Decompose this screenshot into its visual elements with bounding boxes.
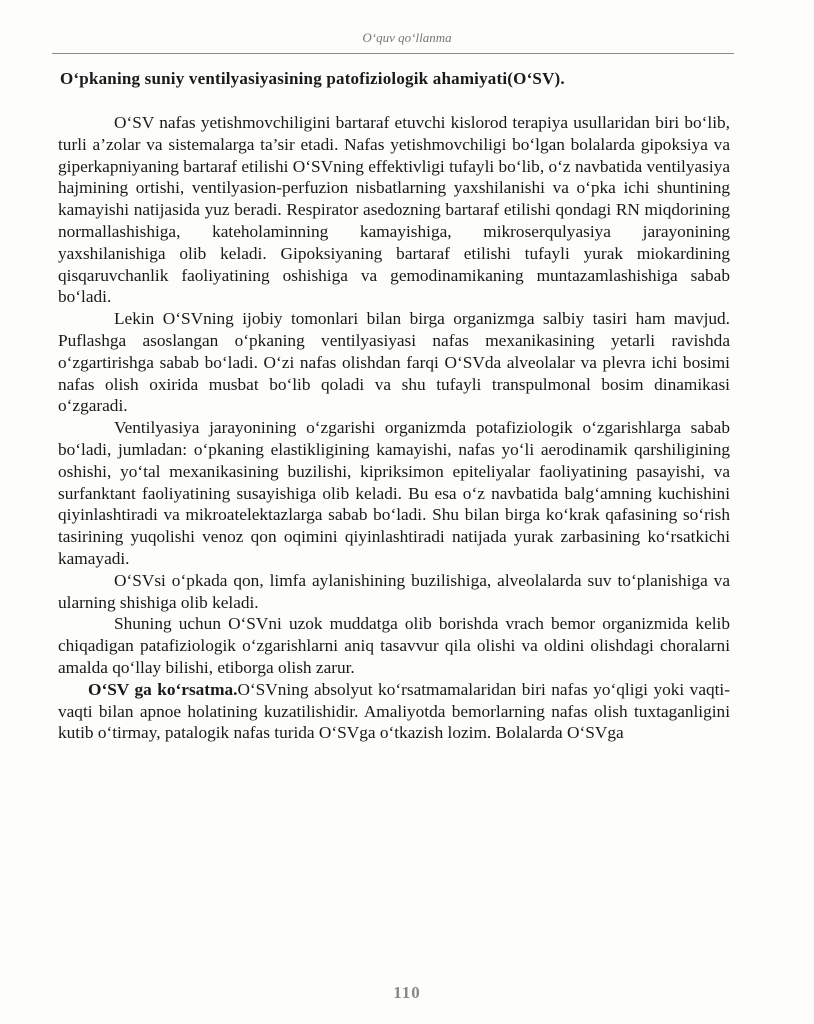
paragraph-4: O‘SVsi o‘pkada qon, limfa aylanishining buzilishiga, alveolalarda suv to‘planishiga va ularning shishiga olib keladi. bbox=[58, 570, 730, 612]
indications-text: O‘SVning absolyut ko‘rsatmamalaridan biri nafas yo‘qligi yoki vaqti-vaqti bilan apnoe holatining kuzatilishidir. Amaliyotda bemorlarning nafas olish tuxtaganligini kutib o‘tirmay, patalogik nafas turida O‘SVga o‘tkazish lozim. Bolalarda O‘SVga bbox=[58, 679, 730, 743]
indications-heading: O‘SV ga ko‘rsatma. bbox=[88, 679, 238, 699]
paragraph-6 bbox=[58, 679, 730, 744]
body-text bbox=[58, 112, 730, 744]
paragraph-2: Lekin O‘SVning ijobiy tomonlari bilan birga organizmga salbiy tasiri ham mavjud. Puflashga asoslangan o‘pkaning ventilyasiyasi nafas mexanikasining yetarli ravishda o‘zgartirishga sabab bo‘ladi. O‘zi nafas olishdan farqi O‘SVda alveolalar va plevra ichi bosimi nafas olish oxirida musbat bo‘lib qoladi va shu tufayli transpulmonal bosim dinamikasi o‘zgaradi. bbox=[58, 309, 730, 416]
paragraph-1: O‘SV nafas yetishmovchiligini bartaraf etuvchi kislorod terapiya usullaridan biri bo‘lib, turli a’zolar va sistemalarga ta’sir etadi. Nafas yetishmovchiligi bo‘lgan bolalarda gipoksiya va giperkapniyaning bartaraf etilishi O‘SVning effektivligi tufayli bo‘lib, o‘z navbatida ventilyasiya hajmining ortishi, ventilyasion-perfuzion nisbatlarning yaxshilanishi va o‘pka ichi shuntining kamayishi natijasida yuz beradi. Respirator asedozning bartaraf etilishi qondagi RN miqdorining normallashishiga, kateholaminning kamayishiga, mikroserqulyasiya jarayonining yaxshilanishiga olib keladi. Gipoksiyaning bartaraf etilishi tufayli yurak miokardining qisqaruvchanlik faoliyatining oshishiga va gemodinamikaning muntazamlashishiga sabab bo‘ladi. bbox=[58, 113, 730, 307]
section-title: O‘pkaning suniy ventilyasiyasining patofiziologik ahamiyati(O‘SV). bbox=[60, 69, 565, 88]
paragraph-5: Shuning uchun O‘SVni uzok muddatga olib borishda vrach bemor organizmida kelib chiqadigan patafiziologik o‘zgarishlarni aniq tasavvur qila olishi va oldini olishdagi choralarni amalda qo‘llay bilishi, etiborga olish zarur. bbox=[58, 614, 730, 677]
paragraph-3: Ventilyasiya jarayonining o‘zgarishi organizmda potafiziologik o‘zgarishlarga sabab bo‘ladi, jumladan: o‘pkaning elastikligining kamayishi, nafas yo‘li aerodinamik qarshiligining oshishi, yo‘tal mexanikasining buzilishi, kipriksimon epiteliyalar faoliyatining pasayishi, va surfanktant faoliyatining susayishiga olib keladi. Bu esa o‘z navbatida balg‘amning kuchishini qiyinlashtiradi va mikroatelektazlarga sabab bo‘ladi. Shu bilan birga ko‘krak qafasining so‘rish tasirining yuqolishi venoz qon oqimini qiyinlashtiradi natijada yurak zarbasining ko‘rsatkichi kamayadi. bbox=[58, 418, 730, 568]
page-number: 110 bbox=[393, 983, 421, 1002]
header-rule bbox=[52, 53, 734, 54]
running-header: O‘quv qo‘llanma bbox=[362, 30, 452, 45]
